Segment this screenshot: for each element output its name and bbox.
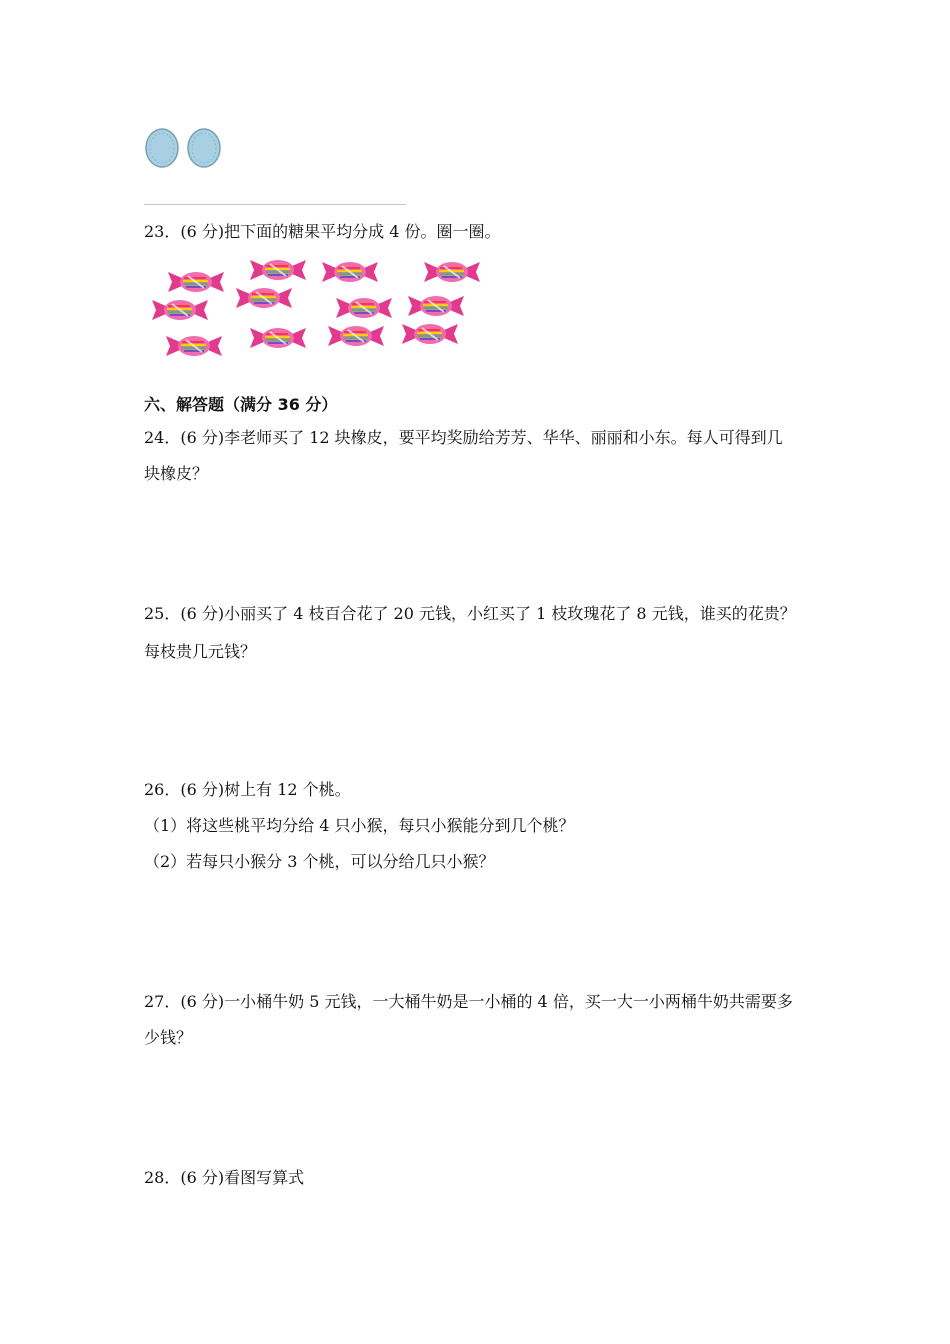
candy-icon [248,256,308,284]
candy-icon [150,296,210,324]
question-28-line-1: 28．(6 分)看图写算式 [144,1168,305,1187]
question-25-line-2: 每枝贵几元钱？ [144,642,257,661]
coin-image-2 [186,128,222,168]
divider-line [144,204,406,205]
candy-icon [248,324,308,352]
candy-icon [234,284,294,312]
question-23: 23．(6 分)把下面的糖果平均分成 4 份。圈一圈。 [144,222,501,241]
candy-icon [166,268,226,296]
candy-icon [406,292,466,320]
question-24-line-1: 24．(6 分)李老师买了 12 块橡皮，要平均奖励给芳芳、华华、丽丽和小东。每人可得到几 [144,428,783,447]
question-25-line-1: 25．(6 分)小丽买了 4 枝百合花了 20 元钱，小红买了 1 枝玫瑰花了 8 元钱，谁买的花贵？ [144,604,796,623]
section-title: 六、解答题（满分 36 分） [144,395,338,414]
candy-icon [400,320,460,348]
candy-icon [164,332,224,360]
coin-image-1 [144,128,180,168]
question-27-line-1: 27．(6 分)一小桶牛奶 5 元钱，一大桶牛奶是一小桶的 4 倍，买一大一小两桶牛奶共需要多 [144,992,793,1011]
candy-icon [334,294,394,322]
question-26-sub-2: （2）若每只小猴分 3 个桃，可以分给几只小猴？ [144,852,495,871]
question-26-line-1: 26．(6 分)树上有 12 个桃。 [144,780,351,799]
question-26-sub-1: （1）将这些桃平均分给 4 只小猴，每只小猴能分到几个桃？ [144,816,575,835]
candy-icon [320,258,380,286]
candy-icon [326,322,386,350]
question-27-line-2: 少钱？ [144,1028,193,1047]
question-24-line-2: 块橡皮？ [144,464,209,483]
candy-icon [422,258,482,286]
